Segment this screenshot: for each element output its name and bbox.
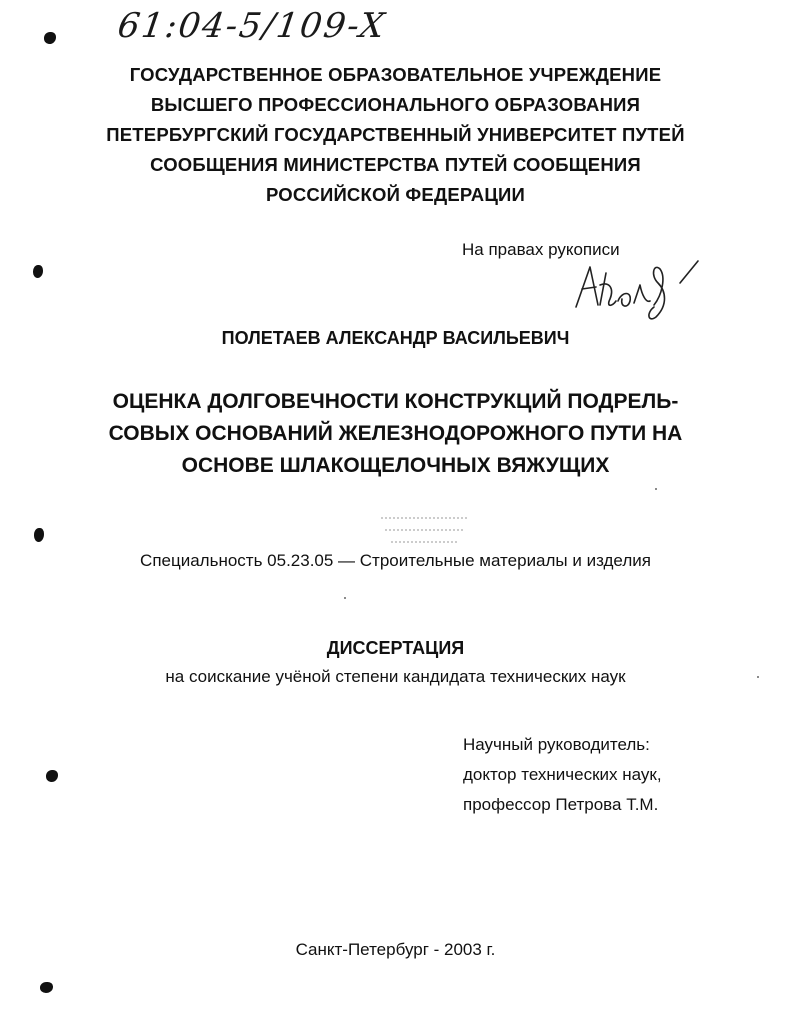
dissertation-title [0, 386, 791, 482]
title-line: ОСНОВЕ ШЛАКОЩЕЛОЧНЫХ ВЯЖУЩИХ [181, 454, 610, 477]
binder-hole-1 [44, 32, 56, 44]
institution-line: ГОСУДАРСТВЕННОЕ ОБРАЗОВАТЕЛЬНОЕ УЧРЕЖДЕНИЕ [129, 64, 662, 85]
binder-hole-3 [34, 528, 44, 542]
institution-line: ПЕТЕРБУРГСКИЙ ГОСУДАРСТВЕННЫЙ УНИВЕРСИТЕТ ПУТЕЙ [106, 124, 685, 145]
institution-line: РОССИЙСКОЙ ФЕДЕРАЦИИ [265, 184, 526, 205]
specialty: Специальность 05.23.05 — Строительные материалы и изделия [140, 551, 651, 570]
institution-line: ВЫСШЕГО ПРОФЕССИОНАЛЬНОГО ОБРАЗОВАНИЯ [150, 94, 641, 115]
city-year: Санкт-Петербург - 2003 г. [295, 940, 496, 959]
binder-hole-5 [40, 982, 53, 993]
institution-line: СООБЩЕНИЯ МИНИСТЕРСТВА ПУТЕЙ СООБЩЕНИЯ [150, 154, 641, 175]
title-line: ОЦЕНКА ДОЛГОВЕЧНОСТИ КОНСТРУКЦИЙ ПОДРЕЛЬ- [112, 390, 679, 413]
scan-speck [757, 676, 759, 678]
document-type: ДИССЕРТАЦИЯ [326, 638, 465, 658]
library-stamp [375, 512, 475, 548]
binder-hole-2 [33, 265, 43, 278]
supervisor-degree: доктор технических наук, [463, 765, 662, 784]
degree-line: на соискание учёной степени кандидата технических наук [165, 667, 626, 686]
author-signature [570, 255, 710, 325]
scan-speck [655, 488, 657, 490]
scan-speck [344, 597, 346, 599]
author-name: ПОЛЕТАЕВ АЛЕКСАНДР ВАСИЛЬЕВИЧ [221, 328, 570, 348]
title-line: СОВЫХ ОСНОВАНИЙ ЖЕЛЕЗНОДОРОЖНОГО ПУТИ НА [108, 422, 683, 445]
institution-header [0, 60, 791, 210]
binder-hole-4 [46, 770, 58, 782]
rights-note: На правах рукописи [462, 240, 620, 259]
supervisor-name: профессор Петрова Т.М. [463, 795, 659, 814]
archive-code: 61:04-5/109-X [115, 6, 389, 46]
supervisor-block [463, 730, 662, 820]
supervisor-label: Научный руководитель: [463, 735, 650, 754]
